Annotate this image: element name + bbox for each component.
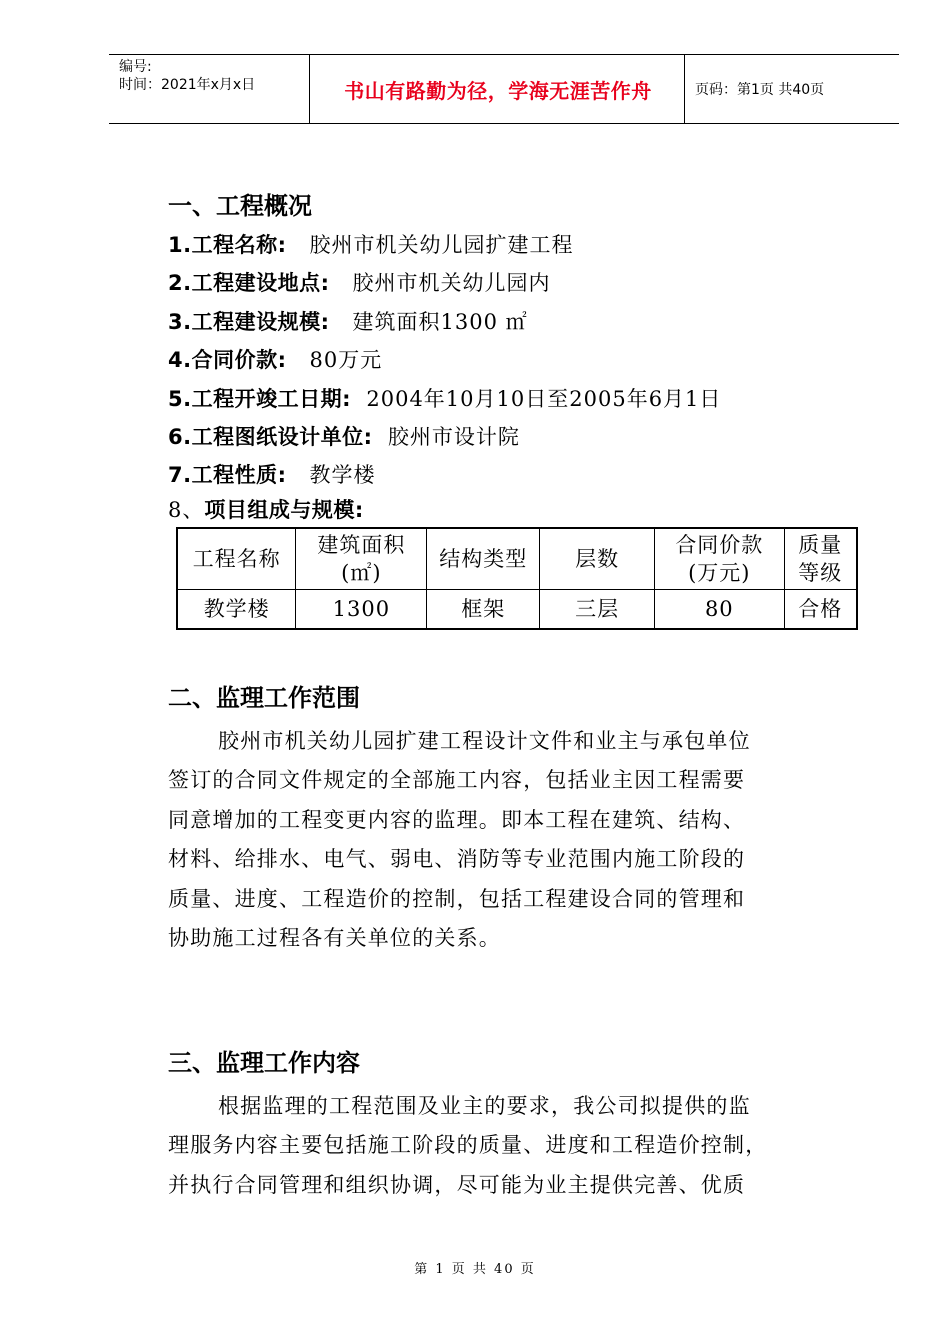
overview-item <box>168 456 858 494</box>
paragraph-line: 签订的合同文件规定的全部施工内容，包括业主因工程需要 <box>168 768 746 793</box>
paragraph-line: 胶州市机关幼儿园扩建工程设计文件和业主与承包单位 <box>218 728 751 753</box>
item-value: 80万元 <box>309 348 383 373</box>
table-header-cell: 质量等级 <box>784 528 857 590</box>
paragraph-line: 协助施工过程各有关单位的关系。 <box>168 926 501 951</box>
table-cell: 教学楼 <box>177 589 296 629</box>
section-heading-content: 三、监理工作内容 <box>168 1048 360 1077</box>
item-label: 3.工程建设规模: <box>168 309 330 334</box>
table-header-cell: 建筑面积(㎡) <box>296 528 427 590</box>
scope-paragraph <box>168 722 858 959</box>
item-label: 4.合同价款: <box>168 348 287 373</box>
overview-item <box>168 380 858 418</box>
item-value: 胶州市机关幼儿园扩建工程 <box>309 233 574 257</box>
table-header-row <box>177 528 857 590</box>
item-value: 2004年10月10日至2005年6月1日 <box>366 386 722 411</box>
item-value: 教学楼 <box>309 463 376 488</box>
paragraph-line: 根据监理的工程范围及业主的要求，我公司拟提供的监 <box>218 1093 751 1118</box>
table-header-cell: 层数 <box>540 528 655 590</box>
header-divider <box>684 55 685 123</box>
item-label: 5.工程开竣工日期: <box>168 386 351 411</box>
table-cell: 1300 <box>296 589 427 629</box>
item-value: 胶州市设计院 <box>387 425 520 450</box>
item-label: 项目组成与规模: <box>204 497 364 522</box>
content-paragraph <box>168 1087 858 1206</box>
paragraph-line: 并执行合同管理和组织协调，尽可能为业主提供完善、优质 <box>168 1172 746 1197</box>
page-header <box>109 54 899 124</box>
table-row <box>177 589 857 629</box>
table-cell: 80 <box>655 589 785 629</box>
section-heading-scope: 二、监理工作范围 <box>168 683 360 712</box>
item-label: 6.工程图纸设计单位: <box>168 425 373 450</box>
page-footer: 第 1 页 共 40 页 <box>414 1262 536 1277</box>
paragraph-line: 质量、进度、工程造价的控制，包括工程建设合同的管理和 <box>168 886 746 911</box>
item-prefix: 8、 <box>168 497 205 522</box>
document-number-label: 编号: <box>119 59 152 75</box>
document-time-label: 时间：2021年x月x日 <box>119 77 256 93</box>
item-value: 建筑面积1300 ㎡ <box>352 309 528 334</box>
table-header-cell: 结构类型 <box>427 528 540 590</box>
table-header-cell: 工程名称 <box>177 528 296 590</box>
overview-item <box>168 495 858 525</box>
section-heading-overview: 一、工程概况 <box>168 192 312 220</box>
overview-item <box>168 341 858 379</box>
table-cell: 合格 <box>784 589 857 629</box>
item-label: 2.工程建设地点: <box>168 271 330 296</box>
overview-item <box>168 418 858 456</box>
document-body <box>168 186 858 1205</box>
paragraph-line: 材料、给排水、电气、弱电、消防等专业范围内施工阶段的 <box>168 847 746 872</box>
paragraph-line: 理服务内容主要包括施工阶段的质量、进度和工程造价控制， <box>168 1133 768 1158</box>
item-label: 1.工程名称: <box>168 233 287 257</box>
header-meta <box>119 58 255 94</box>
header-motto: 书山有路勤为径，学海无涯苦作舟 <box>344 78 652 103</box>
table-header-cell: 合同价款(万元) <box>655 528 785 590</box>
table-cell: 三层 <box>540 589 655 629</box>
item-label: 7.工程性质: <box>168 463 287 488</box>
paragraph-line: 同意增加的工程变更内容的监理。即本工程在建筑、结构、 <box>168 807 746 832</box>
header-divider <box>309 55 310 123</box>
overview-item <box>168 264 858 302</box>
overview-item <box>168 226 858 264</box>
table-cell: 框架 <box>427 589 540 629</box>
item-value: 胶州市机关幼儿园内 <box>352 271 551 296</box>
header-page-label: 页码：第1页 共40页 <box>695 82 825 98</box>
project-composition-table <box>176 527 858 630</box>
overview-item <box>168 303 858 341</box>
